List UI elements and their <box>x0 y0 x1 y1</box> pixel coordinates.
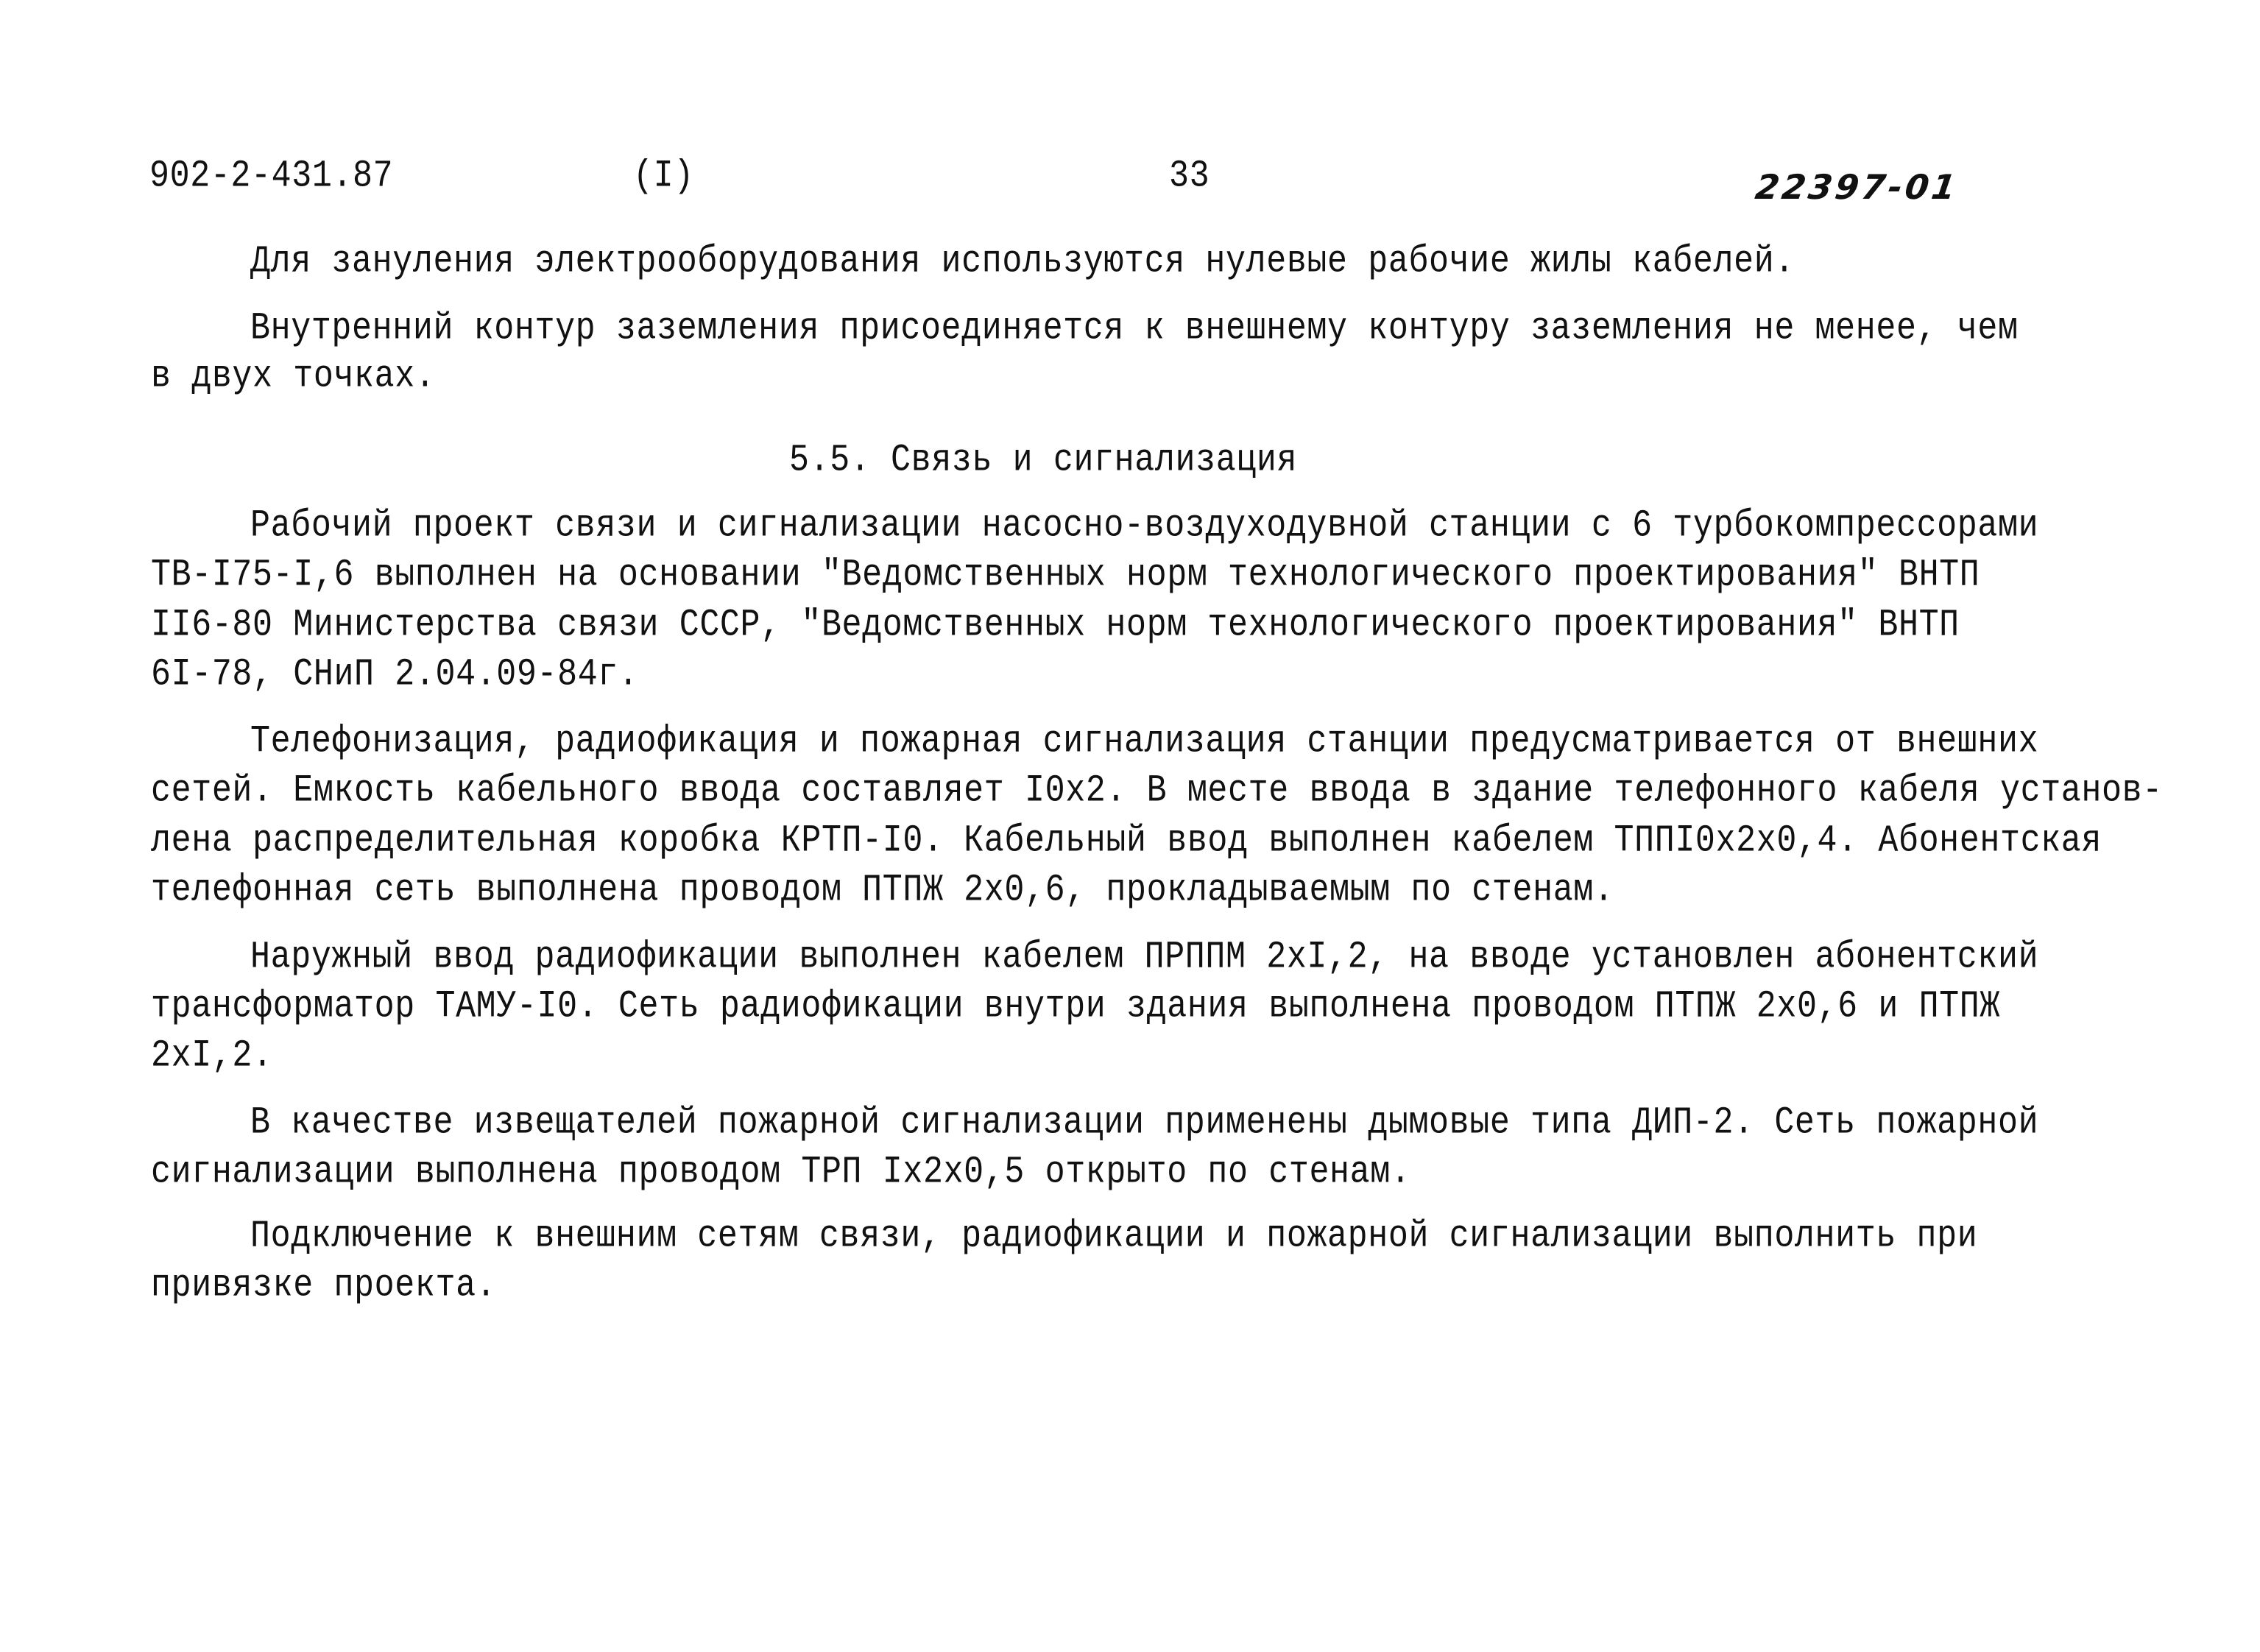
text-line: ТВ-I75-I,6 выполнен на основании "Ведомственных норм технологического проектирования" ВНТП <box>151 554 1980 597</box>
text-line: В качестве извещателей пожарной сигнализации применены дымовые типа ДИП-2. Сеть пожарной <box>250 1101 2039 1145</box>
text-line: привязке проекта. <box>151 1264 497 1307</box>
text-line: Подключение к внешним сетям связи, радиофикации и пожарной сигнализации выполнить при <box>250 1215 1978 1258</box>
text-line: сетей. Емкость кабельного ввода составляет I0x2. В месте ввода в здание телефонного кабеля установ- <box>151 769 2163 813</box>
text-line: Внутренний контур заземления присоединяется к внешнему контуру заземления не менее, чем <box>250 307 2019 350</box>
text-line: Телефонизация, радиофикация и пожарная сигнализация станции предусматривается от внешних <box>250 720 2039 763</box>
text-line: II6-80 Министерства связи СССР, "Ведомственных норм технологического проектирования" ВНТП <box>151 604 1960 647</box>
page-number: 33 <box>1169 155 1210 198</box>
text-line: Для зануления электрооборудования используются нулевые рабочие жилы кабелей. <box>250 240 1795 283</box>
section-heading: 5.5. Связь и сигнализация <box>789 439 1298 482</box>
document-code: 902-2-431.87 <box>149 155 394 198</box>
volume-number: (I) <box>633 155 694 198</box>
text-line: сигнализации выполнена проводом ТРП Ix2x0,5 открыто по стенам. <box>151 1151 1411 1194</box>
text-line: телефонная сеть выполнена проводом ПТПЖ 2x0,6, прокладываемым по стенам. <box>151 869 1614 912</box>
text-line: лена распределительная коробка КРТП-I0. Кабельный ввод выполнен кабелем ТППI0x2x0,4. Абонентская <box>151 819 2102 863</box>
text-line: 6I-78, СНиП 2.04.09-84г. <box>151 653 639 696</box>
text-line: трансформатор ТАМУ-I0. Сеть радиофикации внутри здания выполнена проводом ПТПЖ 2x0,6 и ПТПЖ <box>151 985 2000 1028</box>
text-line: в двух точках. <box>151 355 436 398</box>
text-line: 2xI,2. <box>151 1034 273 1078</box>
text-line: Наружный ввод радиофикации выполнен кабелем ПРППМ 2xI,2, на вводе установлен абонентский <box>250 936 2039 979</box>
text-line: Рабочий проект связи и сигнализации насосно-воздуходувной станции с 6 турбокомпрессорами <box>250 504 2039 548</box>
handwritten-number: 22397-01 <box>1753 167 1961 207</box>
